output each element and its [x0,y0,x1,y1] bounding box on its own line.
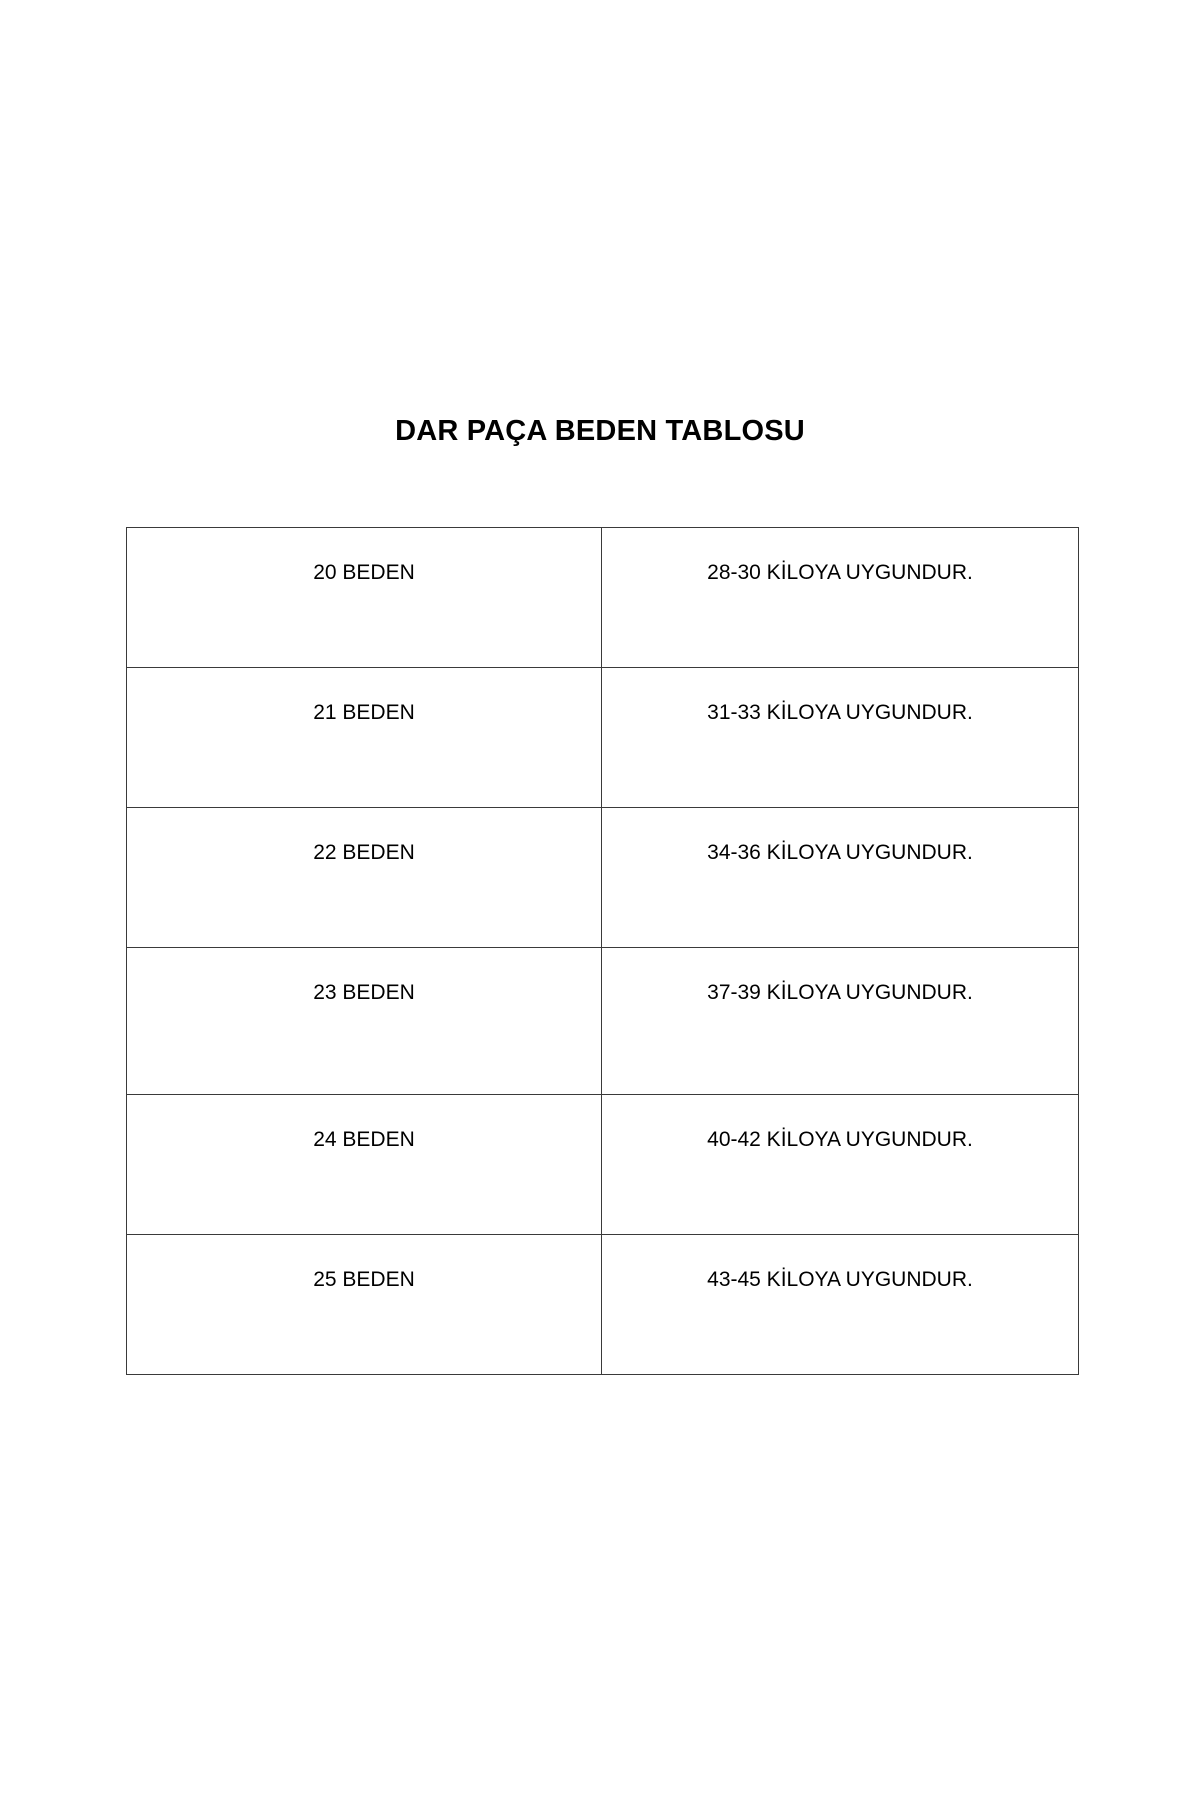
table-row [127,1095,1079,1235]
weight-cell: 28-30 KİLOYA UYGUNDUR. [602,528,1079,668]
size-table [126,527,1079,1375]
weight-cell: 37-39 KİLOYA UYGUNDUR. [602,948,1079,1095]
weight-cell: 40-42 KİLOYA UYGUNDUR. [602,1095,1079,1235]
size-cell: 22 BEDEN [127,808,602,948]
size-cell: 23 BEDEN [127,948,602,1095]
size-cell: 21 BEDEN [127,668,602,808]
size-cell: 20 BEDEN [127,528,602,668]
size-cell: 25 BEDEN [127,1235,602,1375]
table-row [127,668,1079,808]
weight-cell: 31-33 KİLOYA UYGUNDUR. [602,668,1079,808]
page-title: DAR PAÇA BEDEN TABLOSU [395,415,805,447]
table-row [127,1235,1079,1375]
table-row [127,808,1079,948]
table-row [127,948,1079,1095]
weight-cell: 43-45 KİLOYA UYGUNDUR. [602,1235,1079,1375]
size-cell: 24 BEDEN [127,1095,602,1235]
weight-cell: 34-36 KİLOYA UYGUNDUR. [602,808,1079,948]
table-row [127,528,1079,668]
